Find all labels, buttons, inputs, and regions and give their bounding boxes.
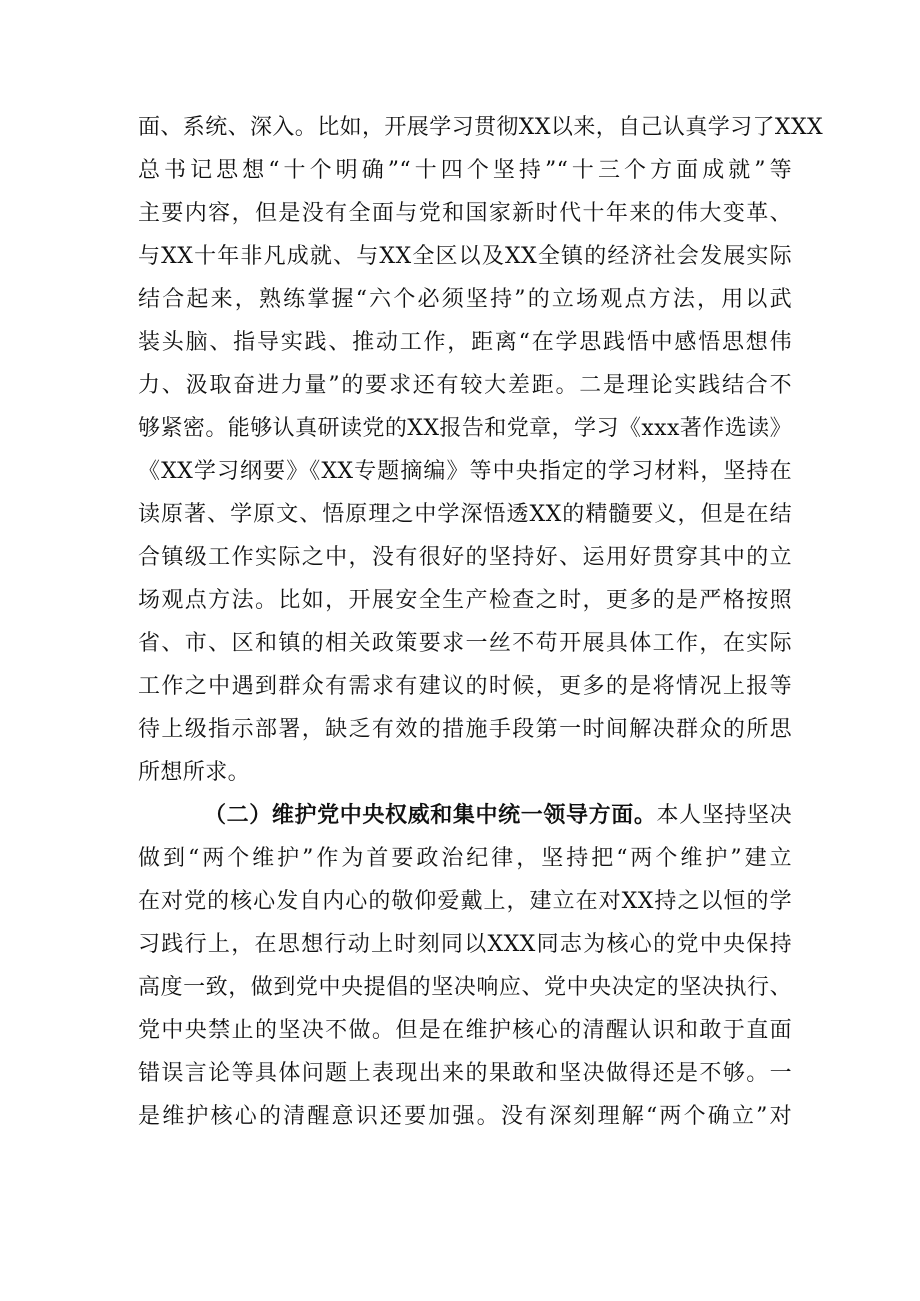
paragraph-line: 《XX学习纲要》《XX专题摘编》等中央指定的学习材料，坚持在 [138, 459, 792, 484]
paragraph-line: 省、市、区和镇的相关政策要求一丝不苟开展具体工作，在实际 [138, 631, 792, 656]
paragraph-line: 场观点方法。比如，开展安全生产检查之时，更多的是严格按照 [138, 588, 792, 613]
section-heading: （二）维护党中央权威和集中统一领导方面。 [204, 802, 657, 828]
paragraph-line: 待上级指示部署，缺乏有效的措施手段第一时间解决群众的所思 [138, 717, 792, 742]
paragraph-line: 主要内容，但是没有全面与党和国家新时代十年来的伟大变革、 [138, 201, 792, 226]
paragraph-line: 工作之中遇到群众有需求有建议的时候，更多的是将情况上报等 [138, 674, 792, 699]
heading-line-text: 本人坚持坚决 [656, 803, 792, 828]
paragraph-line: 力、汲取奋进力量”的要求还有较大差距。二是理论实践结合不 [138, 373, 792, 398]
paragraph-line: 够紧密。能够认真研读党的XX报告和党章，学习《xxx著作选读》 [138, 416, 792, 441]
paragraph-line: 总书记思想“十个明确”“十四个坚持”“十三个方面成就”等 [138, 158, 792, 183]
paragraph-line: 做到“两个维护”作为首要政治纪律，坚持把“两个维护”建立 [138, 846, 792, 871]
paragraph-line: 在对党的核心发自内心的敬仰爱戴上，建立在对XX持之以恒的学 [138, 889, 792, 914]
paragraph-line: 是维护核心的清醒意识还要加强。没有深刻理解“两个确立”对 [138, 1104, 792, 1129]
paragraph-line: 合镇级工作实际之中，没有很好的坚持好、运用好贯穿其中的立 [138, 545, 792, 570]
paragraph-line: 错误言论等具体问题上表现出来的果敢和坚决做得还是不够。一 [138, 1061, 792, 1086]
paragraph-1 [138, 106, 824, 794]
paragraph-line: 高度一致，做到党中央提倡的坚决响应、党中央决定的坚决执行、 [138, 975, 792, 1000]
paragraph-line: 读原著、学原文、悟原理之中学深悟透XX的精髓要义，但是在结 [138, 502, 792, 527]
paragraph-line: 面、系统、深入。比如，开展学习贯彻XX以来，自己认真学习了XXX [138, 115, 824, 140]
section-heading-line [138, 794, 792, 837]
paragraph-line: 党中央禁止的坚决不做。但是在维护核心的清醒认识和敢于直面 [138, 1018, 792, 1043]
paragraph-line: 装头脑、指导实践、推动工作，距离“在学思践悟中感悟思想伟 [138, 330, 792, 355]
paragraph-line: 结合起来，熟练掌握“六个必须坚持”的立场观点方法，用以武 [138, 287, 792, 312]
paragraph-2 [138, 794, 792, 1138]
paragraph-line: 所想所求。 [138, 760, 251, 785]
paragraph-line: 习践行上，在思想行动上时刻同以XXX同志为核心的党中央保持 [138, 932, 792, 957]
paragraph-line: 与XX十年非凡成就、与XX全区以及XX全镇的经济社会发展实际 [138, 244, 792, 269]
